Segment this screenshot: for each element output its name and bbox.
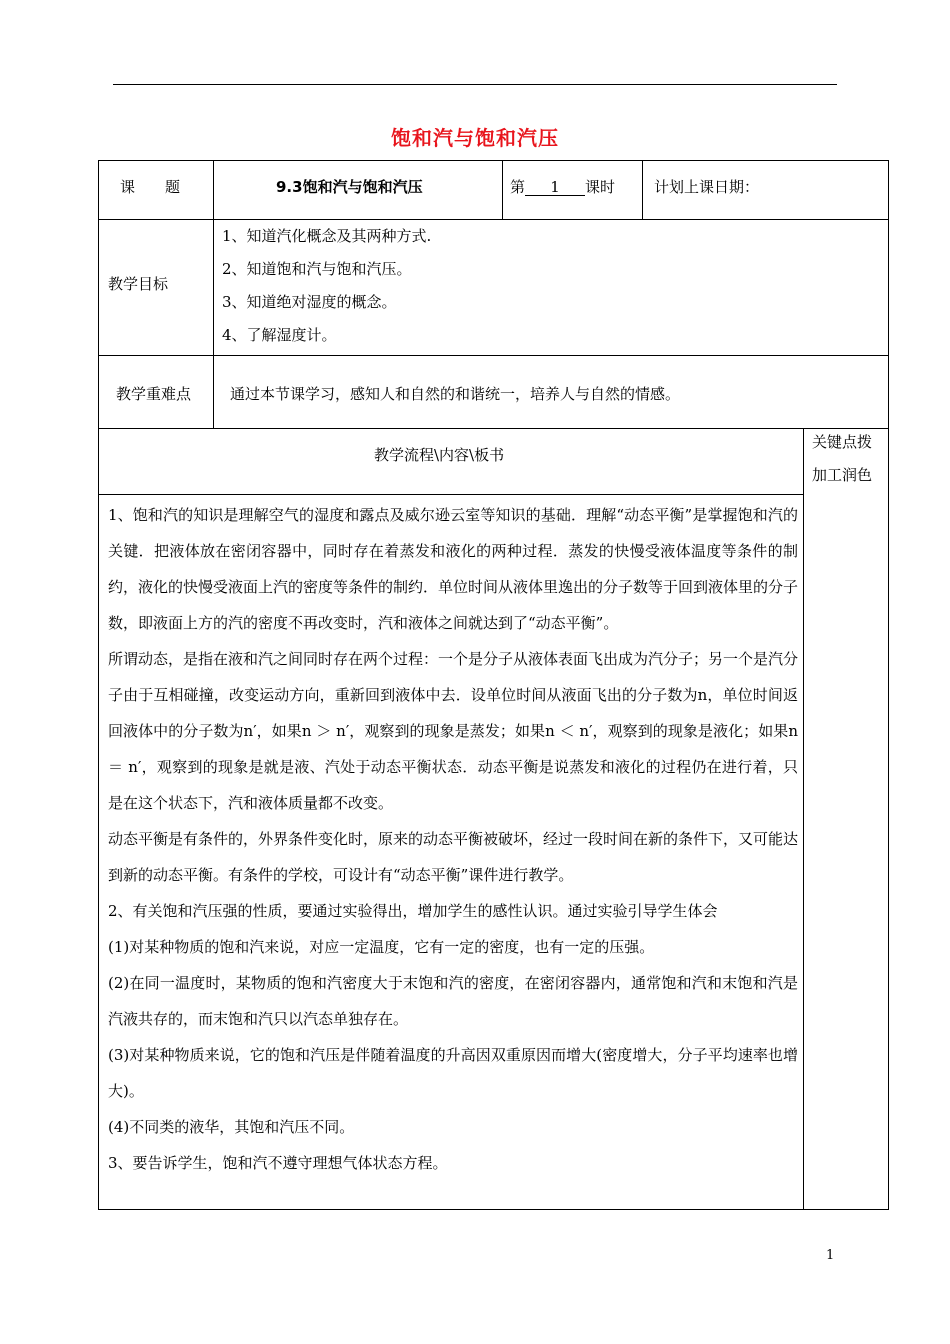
- lesson-number: 1: [525, 179, 585, 196]
- content-paragraph: 动态平衡是有条件的，外界条件变化时，原来的动态平衡被破坏，经过一段时间在新的条件下，又可能达到新的动态平衡。有条件的学校，可设计有“动态平衡”课件进行教学。: [108, 830, 799, 884]
- content-paragraph: (1)对某种物质的饱和汽来说，对应一定温度，它有一定的密度，也有一定的压强。: [108, 938, 655, 956]
- content-paragraph: (4)不同类的液华，其饱和汽压不同。: [108, 1118, 355, 1136]
- lesson-count: [510, 177, 615, 197]
- content-paragraph: (2)在同一温度时，某物质的饱和汽密度大于末饱和汽的密度，在密闭容器内，通常饱和汽和末饱和汽是汽液共存的，而末饱和汽只以汽态单独存在。: [108, 974, 798, 1028]
- content-paragraph: 2、有关饱和汽压强的性质，要通过实验得出，增加学生的感性认识。通过实验引导学生体会: [108, 902, 718, 920]
- key-points-label: 教学重难点: [116, 385, 192, 403]
- objective-item: 2、知道饱和汽与饱和汽压。: [222, 260, 412, 278]
- content-paragraph: 1、饱和汽的知识是理解空气的湿度和露点及威尔逊云室等知识的基础．理解“动态平衡”是掌握饱和汽的关键．把液体放在密闭容器中，同时存在着蒸发和液化的两种过程．蒸发的快慢受液体温度等条件的制约，液化的快慢受液面上汽的密度等条件的制约．单位时间从液体里逸出的分子数等于回到液体里的分子数，即液面上方的汽的密度不再改变时，汽和液体之间就达到了“动态平衡”。: [108, 506, 799, 632]
- objective-item: 4、了解湿度计。: [222, 326, 337, 344]
- objective-item: 3、知道绝对湿度的概念。: [222, 293, 397, 311]
- key-points-text: 通过本节课学习，感知人和自然的和谐统一，培养人与自然的情感。: [230, 385, 681, 403]
- side-label-key: 关键点拨: [812, 433, 873, 451]
- planned-date-label: 计划上课日期：: [654, 178, 760, 196]
- lesson-prefix: 第: [510, 178, 526, 196]
- content-paragraph: 所谓动态，是指在液和汽之间同时存在两个过程：一个是分子从液体表面飞出成为汽分子；另一个是汽分子由于互相碰撞，改变运动方向，重新回到液体中去．设单位时间从液面飞出的分子数为n，单位时间返回液体中的分子数为n′，如果n ＞ n′，观察到的现象是蒸发；如果n ＜ n′，观察到的现象是液化；如果n ＝ n′，观察到的现象是就是液、汽处于动态平衡状态．动态平衡是说蒸发和液化的过程仍在进行着，只是在这个状态下，汽和液体质量都不改变。: [108, 650, 799, 812]
- content-paragraph: 3、要告诉学生，饱和汽不遵守理想气体状态方程。: [108, 1154, 448, 1172]
- header-rule: [113, 84, 837, 85]
- document-title: 饱和汽与饱和汽压: [391, 126, 559, 150]
- objective-item: 1、知道汽化概念及其两种方式.: [222, 227, 432, 245]
- objectives-label: 教学目标: [108, 275, 169, 293]
- lesson-suffix: 课时: [585, 178, 616, 196]
- lesson-content: [108, 497, 798, 1181]
- flow-label: 教学流程\内容\板书: [374, 446, 505, 464]
- topic-value: 9.3饱和汽与饱和汽压: [276, 178, 423, 196]
- content-paragraph: (3)对某种物质来说，它的饱和汽压是伴随着温度的升高因双重原因而增大(密度增大，分子平均速率也增大)。: [108, 1046, 798, 1100]
- topic-label: 课 题: [120, 178, 181, 196]
- page-number: 1: [826, 1248, 835, 1263]
- side-label-polish: 加工润色: [812, 466, 873, 484]
